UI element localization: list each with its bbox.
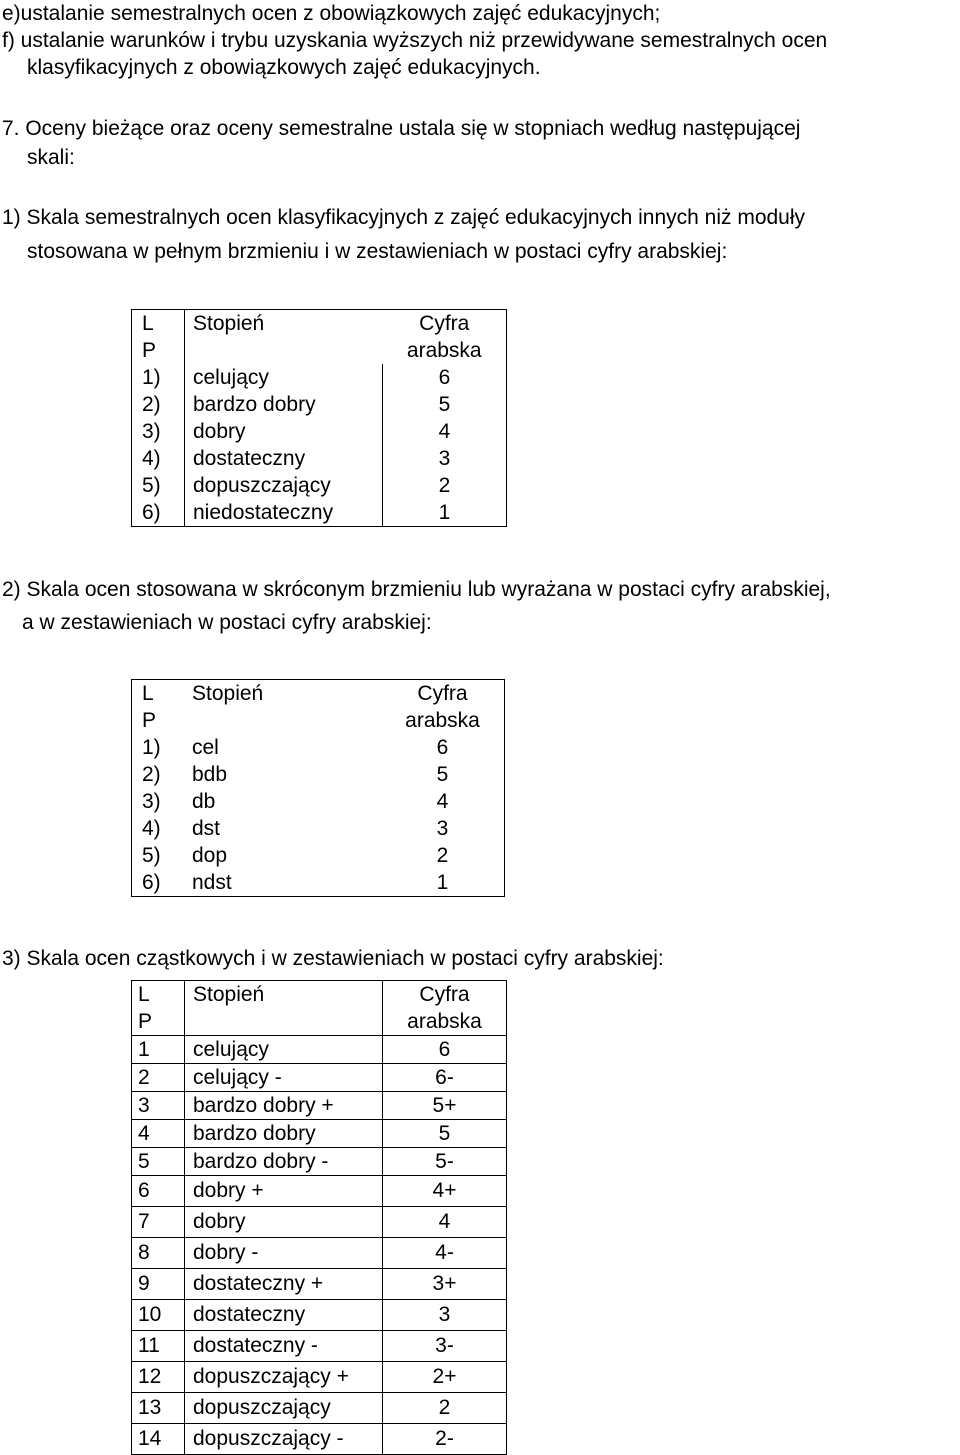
header-cyfra: Cyfra arabska — [383, 981, 507, 1036]
point7-line2: skali: — [27, 146, 75, 169]
table-row — [132, 1238, 507, 1269]
cell-stopien: celujący — [185, 1036, 383, 1064]
section2-line2: a w zestawieniach w postaci cyfry arabskiej: — [22, 611, 432, 634]
cell-cyfra: 4- — [383, 1238, 507, 1269]
header-cyfra: Cyfra arabska — [405, 682, 480, 732]
cell-stopien: dopuszczający — [185, 1393, 383, 1424]
cell-stopien: celujący — [193, 366, 269, 389]
cell-stopien: dopuszczający - — [185, 1424, 383, 1455]
section2-line1: 2) Skala ocen stosowana w skróconym brzmieniu lub wyrażana w postaci cyfry arabskiej, — [2, 578, 831, 601]
cell-lp: 3) — [132, 418, 185, 445]
table-row — [132, 418, 507, 445]
cell-lp: 9 — [132, 1269, 185, 1300]
table-row — [132, 1269, 507, 1300]
point7-line1: 7. Oceny bieżące oraz oceny semestralne ustala się w stopniach według następującej — [2, 117, 801, 140]
cell-lp: 7 — [132, 1207, 185, 1238]
table-row — [132, 1176, 507, 1207]
cell-cyfra: 2+ — [383, 1362, 507, 1393]
cell-lp: 2) — [132, 391, 185, 418]
cell-stopien: db — [192, 790, 216, 813]
table-row — [132, 1424, 507, 1455]
cell-stopien: bardzo dobry — [193, 393, 316, 416]
cell-cyfra: 3 — [383, 1300, 507, 1331]
cell-lp: 1) — [132, 364, 185, 391]
table-row — [132, 869, 505, 897]
cell-lp: 3) — [142, 790, 161, 813]
cell-stopien: bardzo dobry — [185, 1120, 383, 1148]
cell-cyfra: 5- — [383, 1148, 507, 1176]
cell-stopien: niedostateczny — [193, 501, 334, 524]
cell-lp: 3 — [132, 1092, 185, 1120]
cell-lp: 2 — [132, 1064, 185, 1092]
cell-cyfra: 5 — [383, 391, 507, 418]
cell-cyfra: 4 — [383, 418, 507, 445]
cell-lp: 5 — [132, 1148, 185, 1176]
cell-lp: 4) — [142, 817, 161, 840]
table-row — [132, 499, 507, 527]
cell-cyfra: 3+ — [383, 1269, 507, 1300]
cell-stopien: dst — [192, 817, 221, 840]
table-row — [132, 445, 507, 472]
table-row — [132, 815, 505, 842]
cell-lp: 4 — [132, 1120, 185, 1148]
table-row — [132, 1331, 507, 1362]
cell-stopien: celujący - — [185, 1064, 383, 1092]
cell-stopien: dobry - — [185, 1238, 383, 1269]
grade-table-partial — [131, 980, 507, 1455]
table-row — [132, 1148, 507, 1176]
cell-stopien: dopuszczający + — [185, 1362, 383, 1393]
table-row — [132, 1300, 507, 1331]
intro-line-e: e)ustalanie semestralnych ocen z obowiązkowych zajęć edukacyjnych; — [2, 2, 661, 25]
grade-table-short — [131, 679, 505, 897]
cell-cyfra: 5+ — [383, 1092, 507, 1120]
cell-cyfra: 3 — [383, 445, 507, 472]
cell-cyfra: 3- — [383, 1331, 507, 1362]
table-row — [132, 761, 505, 788]
cell-lp: 14 — [132, 1424, 185, 1455]
cell-cyfra: 6 — [383, 364, 507, 391]
table-row — [132, 1036, 507, 1064]
table-row — [132, 1207, 507, 1238]
cell-stopien: bardzo dobry - — [185, 1148, 383, 1176]
cell-cyfra: 2 — [383, 472, 507, 499]
cell-stopien: dobry — [185, 1207, 383, 1238]
table-row — [132, 1120, 507, 1148]
intro-line-f-cont: klasyfikacyjnych z obowiązkowych zajęć edukacyjnych. — [27, 56, 541, 79]
cell-cyfra: 3 — [436, 817, 449, 840]
cell-stopien: dop — [192, 844, 228, 867]
table-row — [132, 1092, 507, 1120]
cell-lp: 8 — [132, 1238, 185, 1269]
cell-lp: 11 — [132, 1331, 185, 1362]
cell-lp: 13 — [132, 1393, 185, 1424]
header-stopien: Stopień — [193, 312, 265, 335]
cell-cyfra: 5 — [383, 1120, 507, 1148]
section1-line1: 1) Skala semestralnych ocen klasyfikacyjnych z zajęć edukacyjnych innych niż moduły — [2, 206, 806, 229]
table-row — [132, 788, 505, 815]
cell-stopien: dostateczny + — [185, 1269, 383, 1300]
section3-line1: 3) Skala ocen cząstkowych i w zestawieniach w postaci cyfry arabskiej: — [2, 947, 664, 970]
cell-lp: 1 — [132, 1036, 185, 1064]
cell-cyfra: 5 — [436, 763, 449, 786]
cell-cyfra: 2 — [436, 844, 449, 867]
table-row — [132, 1362, 507, 1393]
header-lp: L P — [132, 981, 185, 1036]
table-header-row — [132, 680, 505, 735]
cell-cyfra: 6- — [383, 1064, 507, 1092]
cell-stopien: dostateczny — [193, 447, 306, 470]
cell-lp: 10 — [132, 1300, 185, 1331]
cell-lp: 2) — [142, 763, 161, 786]
cell-stopien: dobry + — [185, 1176, 383, 1207]
header-stopien: Stopień — [192, 682, 264, 705]
cell-cyfra: 2- — [383, 1424, 507, 1455]
cell-cyfra: 6 — [436, 736, 449, 759]
table-row — [132, 364, 507, 391]
header-stopien: Stopień — [185, 981, 383, 1036]
cell-lp: 6) — [142, 871, 161, 894]
cell-cyfra: 6 — [383, 1036, 507, 1064]
table-row — [132, 391, 507, 418]
header-lp: L P — [132, 310, 185, 365]
cell-lp: 12 — [132, 1362, 185, 1393]
cell-cyfra: 4+ — [383, 1176, 507, 1207]
cell-stopien: dostateczny — [185, 1300, 383, 1331]
header-lp: L P — [142, 682, 157, 732]
cell-lp: 1) — [142, 736, 161, 759]
cell-cyfra: 1 — [383, 499, 507, 527]
grade-table-full — [131, 309, 507, 527]
cell-lp: 5) — [142, 844, 161, 867]
table-header-row — [132, 310, 507, 365]
cell-stopien: bardzo dobry + — [185, 1092, 383, 1120]
table-row — [132, 1393, 507, 1424]
cell-stopien: dobry — [193, 420, 246, 443]
header-cyfra: Cyfra arabska — [406, 312, 482, 362]
section1-line2: stosowana w pełnym brzmieniu i w zestawieniach w postaci cyfry arabskiej: — [27, 240, 728, 263]
cell-lp: 6 — [132, 1176, 185, 1207]
cell-stopien: dostateczny - — [185, 1331, 383, 1362]
table-row — [132, 734, 505, 761]
cell-lp: 5) — [132, 472, 185, 499]
cell-stopien: cel — [192, 736, 219, 759]
cell-stopien: dopuszczający — [193, 474, 331, 497]
table-header-row — [132, 981, 507, 1036]
cell-cyfra: 4 — [436, 790, 449, 813]
table-row — [132, 472, 507, 499]
cell-stopien: ndst — [192, 871, 232, 894]
cell-lp: 4) — [132, 445, 185, 472]
cell-cyfra: 2 — [383, 1393, 507, 1424]
table-row — [132, 842, 505, 869]
cell-stopien: bdb — [192, 763, 228, 786]
intro-line-f: f) ustalanie warunków i trybu uzyskania wyższych niż przewidywane semestralnych ocen — [2, 29, 828, 52]
table-row — [132, 1064, 507, 1092]
cell-cyfra: 1 — [436, 871, 449, 894]
cell-cyfra: 4 — [383, 1207, 507, 1238]
cell-lp: 6) — [132, 499, 185, 527]
